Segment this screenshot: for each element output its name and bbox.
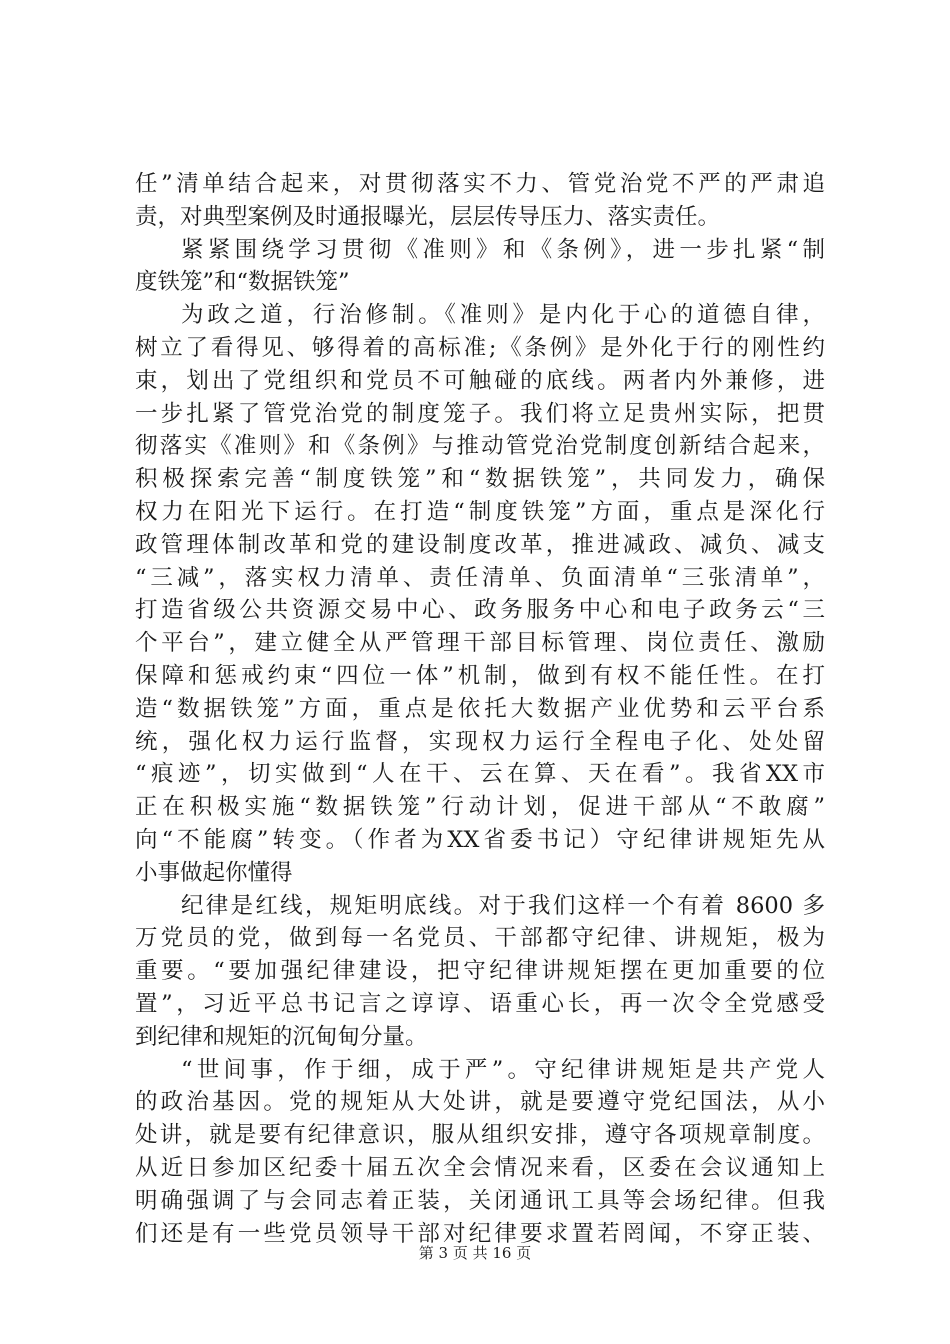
text-line: 从近日参加区纪委十届五次全会情况来看，区委在会议通知上: [135, 1154, 825, 1181]
page-footer: 第 3 页 共 16 页: [418, 1244, 532, 1262]
text-line: 万党员的党，做到每一名党员、干部都守纪律、讲规矩，极为: [135, 925, 825, 952]
text-line: 树立了看得见、够得着的高标准;《条例》是外化于行的刚性约: [135, 334, 825, 361]
text-line: 纪律是红线，规矩明底线。对于我们这样一个有着 8600 多: [181, 892, 825, 919]
text-line: 权力在阳光下运行。在打造“制度铁笼”方面，重点是深化行: [135, 498, 825, 525]
text-line: 积极探索完善“制度铁笼”和“数据铁笼”，共同发力，确保: [135, 466, 825, 493]
text-line: “痕迹”，切实做到“人在干、云在算、天在看”。我省XX市: [135, 761, 825, 788]
text-line: 任”清单结合起来，对贯彻落实不力、管党治党不严的严肃追: [135, 171, 825, 197]
text-line: 重要。“要加强纪律建设，把守纪律讲规矩摆在更加重要的位: [135, 958, 825, 985]
text-line: 造“数据铁笼”方面，重点是依托大数据产业优势和云平台系: [135, 695, 825, 722]
text-line: 为政之道，行治修制。《准则》是内化于心的道德自律，: [181, 302, 825, 329]
text-line: 统，强化权力运行监督，实现权力运行全程电子化、处处留: [135, 728, 825, 755]
text-line: 责，对典型案例及时通报曝光，层层传导压力、落实责任。: [135, 203, 721, 230]
text-line: 政管理体制改革和党的建设制度改革，推进减政、减负、减支: [135, 531, 825, 558]
text-line: 向“不能腐”转变。（作者为XX省委书记）守纪律讲规矩先从: [135, 826, 825, 853]
text-line: 保障和惩戒约束“四位一体”机制，做到有权不能任性。在打: [135, 662, 825, 689]
text-line: 束，划出了党组织和党员不可触碰的底线。两者内外兼修，进: [135, 367, 825, 394]
text-line: “三减”，落实权力清单、责任清单、负面清单“三张清单”，: [135, 564, 825, 591]
text-line: 个平台”，建立健全从严管理干部目标管理、岗位责任、激励: [135, 630, 825, 657]
text-line: 明确强调了与会同志着正装，关闭通讯工具等会场纪律。但我: [135, 1187, 825, 1214]
text-line: 度铁笼”和“数据铁笼”: [135, 269, 350, 296]
document-body: [135, 168, 825, 1250]
text-line: 置”，习近平总书记言之谆谆、语重心长，再一次令全党感受: [135, 990, 825, 1017]
text-line: 彻落实《准则》和《条例》与推动管党治党制度创新结合起来，: [135, 433, 825, 460]
text-line: 一步扎紧了管党治党的制度笼子。我们将立足贵州实际，把贯: [135, 400, 825, 427]
text-line: 到纪律和规矩的沉甸甸分量。: [135, 1023, 428, 1050]
text-line: 正在积极实施“数据铁笼”行动计划，促进干部从“不敢腐”: [135, 794, 825, 821]
text-line: 紧紧围绕学习贯彻《准则》和《条例》，进一步扎紧“制: [181, 236, 825, 263]
text-line: 们还是有一些党员领导干部对纪律要求置若罔闻，不穿正装、: [135, 1220, 825, 1247]
text-line: “世间事，作于细，成于严”。守纪律讲规矩是共产党人: [181, 1056, 825, 1083]
text-line: 小事做起你懂得: [135, 859, 293, 886]
text-line: 处讲，就是要有纪律意识，服从组织安排，遵守各项规章制度。: [135, 1122, 825, 1149]
text-line: 打造省级公共资源交易中心、政务服务中心和电子政务云“三: [135, 597, 825, 624]
text-line: 的政治基因。党的规矩从大处讲，就是要遵守党纪国法，从小: [135, 1089, 825, 1116]
